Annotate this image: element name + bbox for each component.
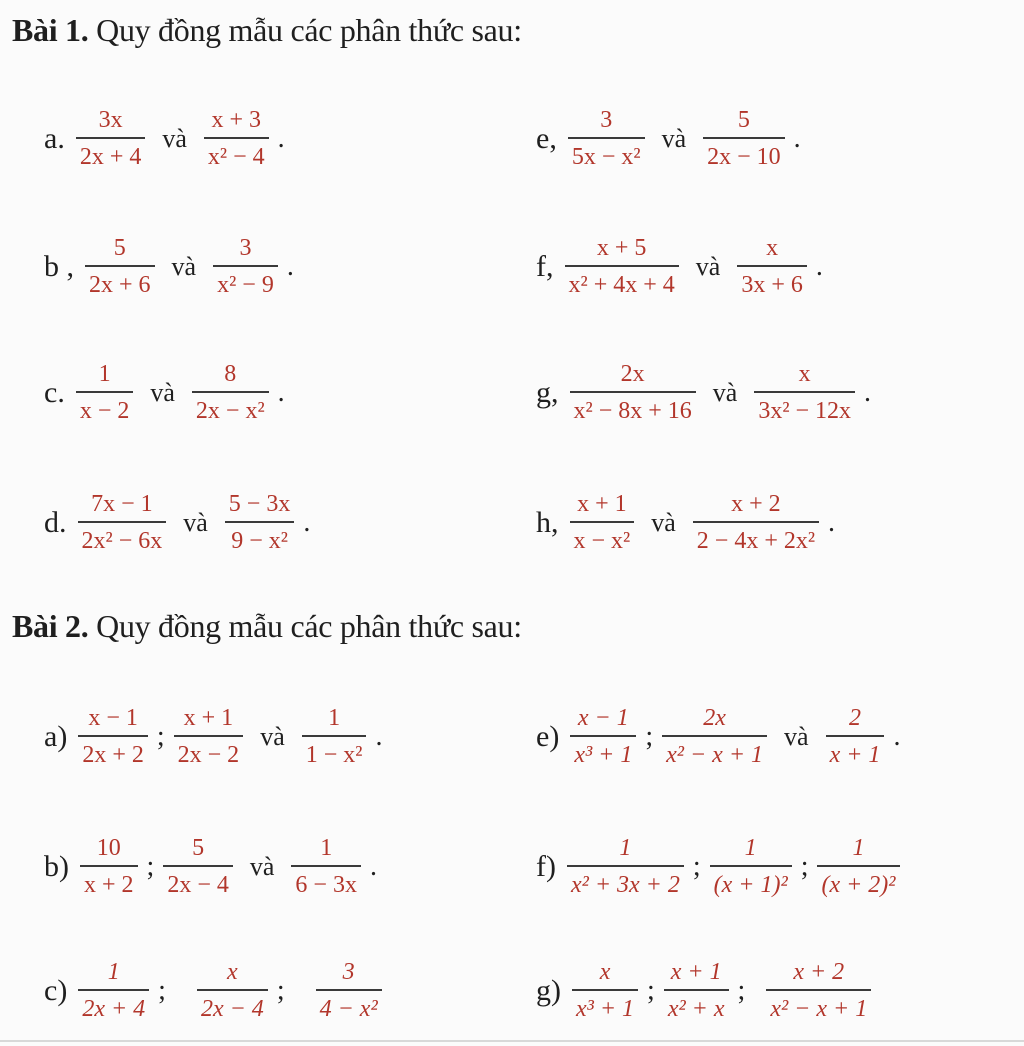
item-label: g, (536, 375, 559, 409)
bai2-heading-number: Bài 2. (12, 608, 89, 644)
denominator: x − 2 (79, 398, 130, 424)
separator: ; (276, 974, 285, 1006)
fraction-1 (76, 108, 146, 169)
fraction-1 (76, 362, 134, 423)
bai1-item-e (536, 108, 801, 169)
bai2-item-f (536, 836, 903, 897)
item-label: b) (44, 849, 69, 883)
period: . (277, 376, 285, 408)
bai1-item-h (536, 492, 835, 553)
bai1-item-d (44, 492, 310, 553)
bai1-heading-text: Quy đồng mẫu các phân thức sau: (88, 12, 522, 48)
denominator: 2x + 4 (82, 996, 146, 1022)
denominator: 4 − x² (319, 996, 378, 1022)
separator: ; (692, 850, 701, 882)
numerator: 1 (619, 835, 632, 861)
denominator: x + 1 (829, 742, 881, 768)
numerator: 2x (703, 705, 726, 731)
bai2-heading (12, 608, 522, 645)
numerator: 2x (620, 361, 645, 387)
numerator: x + 5 (596, 235, 647, 261)
item-label: c. (44, 375, 65, 409)
fraction-3 (316, 960, 382, 1021)
item-label: f, (536, 249, 554, 283)
numerator: x (766, 235, 779, 261)
separator: ; (800, 850, 809, 882)
fraction-1 (570, 492, 635, 553)
separator: ; (158, 974, 166, 1006)
denominator: 2x − x² (195, 398, 265, 424)
bai1-item-g (536, 362, 871, 423)
period: . (793, 122, 801, 154)
numerator: x + 2 (731, 491, 781, 517)
denominator: 2x − 2 (177, 742, 240, 768)
fraction-3 (826, 706, 885, 767)
fraction-1 (85, 236, 155, 297)
bai1-item-c (44, 362, 285, 423)
item-label: d. (44, 505, 67, 539)
numerator: x (599, 959, 611, 985)
numerator: 8 (224, 361, 237, 387)
fraction-2 (163, 836, 233, 897)
bai2-item-c (44, 960, 385, 1021)
numerator: 10 (96, 835, 121, 861)
item-label: e, (536, 121, 557, 155)
numerator: 1 (852, 835, 865, 861)
fraction-2 (737, 236, 807, 297)
conjunction: và (171, 251, 197, 281)
denominator: 5x − x² (571, 144, 641, 170)
denominator: x² + 4x + 4 (568, 272, 675, 298)
numerator: 1 (328, 705, 341, 731)
fraction-1 (78, 492, 167, 553)
numerator: 1 (320, 835, 333, 861)
numerator: x + 3 (211, 107, 262, 133)
bai2-item-g (536, 960, 874, 1021)
denominator: 6 − 3x (295, 872, 357, 898)
fraction-1 (572, 960, 638, 1021)
denominator: x² − 9 (217, 272, 274, 298)
bai1-item-f (536, 236, 823, 297)
bai1-heading (12, 12, 522, 49)
item-label: a) (44, 719, 68, 753)
numerator: 3 (342, 959, 355, 985)
denominator: x² + x (667, 996, 725, 1022)
period: . (277, 122, 285, 154)
conjunction: và (249, 851, 275, 881)
period: . (864, 376, 872, 408)
item-label: b , (44, 249, 74, 283)
fraction-2 (225, 492, 295, 553)
conjunction: và (150, 377, 175, 407)
conjunction: và (695, 251, 721, 281)
bai1-item-b (44, 236, 294, 297)
fraction-3 (817, 836, 899, 897)
denominator: x² + 3x + 2 (570, 872, 680, 898)
bai2-heading-text: Quy đồng mẫu các phân thức sau: (88, 608, 522, 644)
numerator: 5 − 3x (228, 491, 291, 517)
numerator: x + 1 (670, 959, 722, 985)
fraction-2 (197, 960, 268, 1021)
bai2-item-b (44, 836, 377, 897)
fraction-1 (570, 706, 636, 767)
numerator: 3 (600, 107, 613, 133)
period: . (303, 506, 311, 538)
numerator: 1 (744, 835, 757, 861)
numerator: 2 (849, 705, 861, 731)
denominator: 9 − x² (231, 528, 288, 554)
numerator: x (798, 361, 811, 387)
denominator: (x + 1)² (713, 872, 788, 898)
fraction-2 (174, 706, 244, 767)
fraction-2 (710, 836, 792, 897)
fraction-1 (78, 960, 149, 1021)
item-label: e) (536, 719, 560, 753)
fraction-2 (693, 492, 819, 553)
denominator: 2x − 10 (707, 144, 781, 170)
bai1-heading-number: Bài 1. (12, 12, 89, 48)
numerator: 3 (239, 235, 252, 261)
denominator: 2x + 2 (82, 742, 144, 768)
denominator: (x + 2)² (821, 872, 896, 898)
period: . (828, 506, 836, 538)
fraction-1 (568, 108, 645, 169)
conjunction: và (651, 507, 676, 537)
conjunction: và (260, 721, 285, 751)
numerator: 5 (192, 835, 205, 861)
denominator: 2x − 4 (200, 996, 264, 1022)
denominator: x³ + 1 (574, 742, 633, 768)
denominator: 2 − 4x + 2x² (696, 528, 816, 554)
numerator: 3x (98, 107, 123, 133)
fraction-3 (291, 836, 361, 897)
denominator: 2x + 4 (79, 144, 142, 170)
numerator: 1 (107, 959, 120, 985)
period: . (369, 850, 377, 882)
period: . (286, 250, 294, 282)
item-label: h, (536, 505, 559, 539)
conjunction: và (183, 507, 208, 537)
fraction-2 (213, 236, 278, 297)
denominator: 1 − x² (305, 742, 363, 768)
numerator: 1 (98, 361, 111, 387)
separator: ; (647, 974, 655, 1006)
denominator: x² − x + 1 (770, 996, 868, 1022)
denominator: x − x² (573, 528, 631, 554)
denominator: 2x − 4 (167, 872, 229, 898)
bai2-item-a (44, 706, 382, 767)
fraction-2 (192, 362, 269, 423)
conjunction: và (712, 377, 738, 407)
fraction-1 (80, 836, 138, 897)
item-label: c) (44, 973, 68, 1007)
numerator: 7x − 1 (91, 491, 153, 517)
numerator: 5 (113, 235, 126, 261)
denominator: x² − 8x + 16 (573, 398, 692, 424)
numerator: x + 2 (793, 959, 845, 985)
numerator: x − 1 (577, 705, 629, 731)
bai1-item-a (44, 108, 285, 169)
fraction-2 (703, 108, 785, 169)
item-label: f) (536, 849, 556, 883)
denominator: 2x + 6 (89, 272, 151, 298)
numerator: x − 1 (88, 705, 138, 731)
numerator: 5 (737, 107, 750, 133)
fraction-2 (204, 108, 269, 169)
period: . (815, 250, 823, 282)
denominator: 2x² − 6x (81, 528, 163, 554)
fraction-1 (570, 362, 696, 423)
separator: ; (156, 720, 165, 752)
fraction-2 (754, 362, 855, 423)
fraction-3 (302, 706, 367, 767)
separator: ; (737, 974, 746, 1006)
numerator: x (227, 959, 238, 985)
fraction-2 (662, 706, 767, 767)
denominator: x² − x + 1 (666, 742, 764, 768)
conjunction: và (784, 721, 809, 751)
separator: ; (146, 850, 155, 882)
fraction-1 (565, 236, 679, 297)
denominator: 3x² − 12x (758, 398, 852, 424)
bottom-divider (0, 1040, 1024, 1042)
fraction-1 (567, 836, 684, 897)
numerator: x + 1 (577, 491, 627, 517)
separator: ; (645, 720, 654, 752)
conjunction: và (661, 123, 687, 153)
fraction-3 (766, 960, 871, 1021)
denominator: 3x + 6 (741, 272, 803, 298)
item-label: g) (536, 973, 561, 1007)
fraction-1 (78, 706, 148, 767)
denominator: x² − 4 (207, 144, 265, 170)
denominator: x + 2 (84, 872, 134, 898)
fraction-2 (664, 960, 729, 1021)
item-label: a. (44, 121, 65, 155)
numerator: x + 1 (183, 705, 234, 731)
period: . (893, 720, 901, 752)
denominator: x³ + 1 (576, 996, 635, 1022)
period: . (375, 720, 383, 752)
bai2-item-e (536, 706, 900, 767)
conjunction: và (162, 123, 187, 153)
